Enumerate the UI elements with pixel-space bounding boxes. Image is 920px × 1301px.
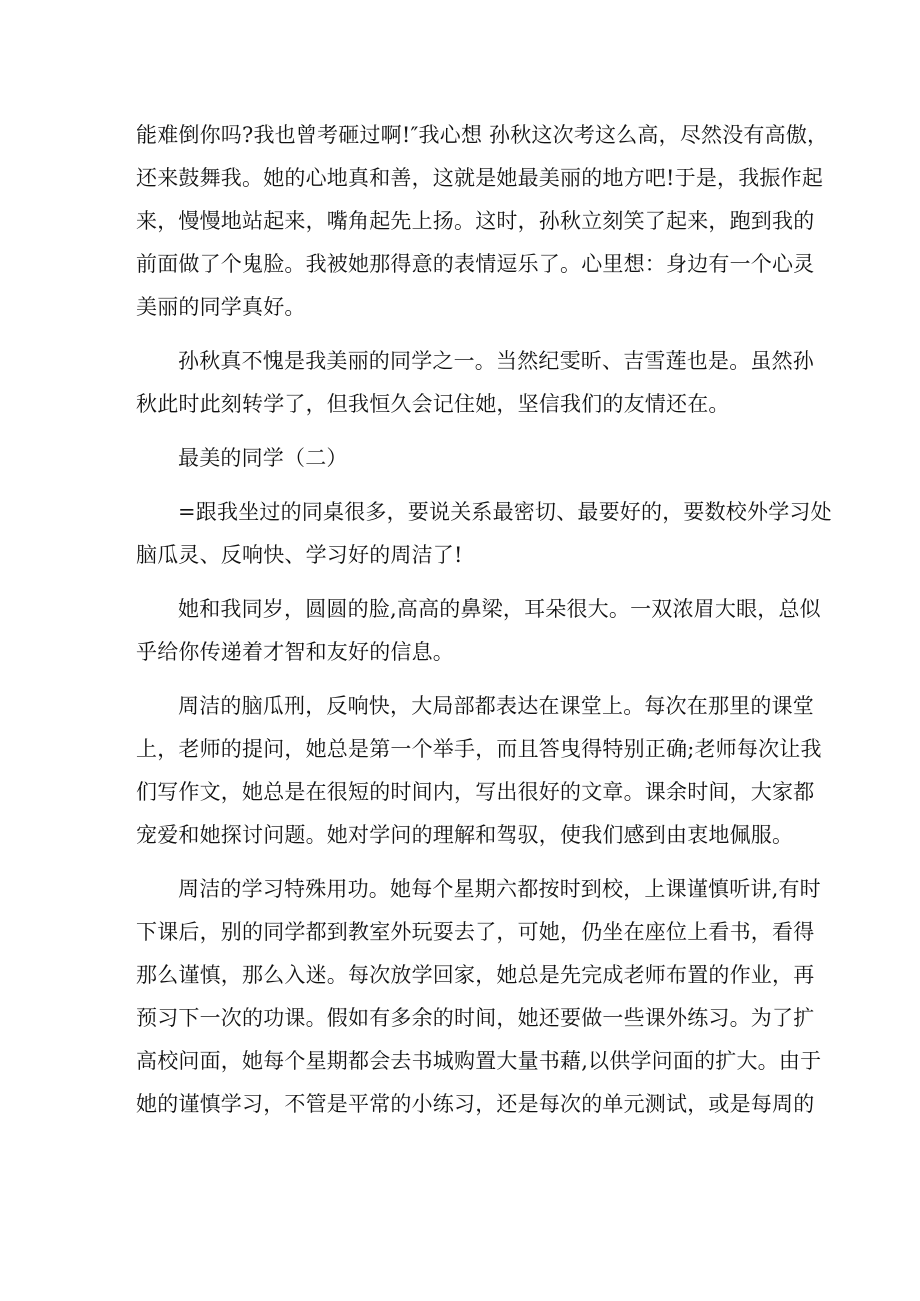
text-line: 上，老师的提问，她总是第一个举手，而且答曳得特别正确;老师每次让我 <box>136 737 822 761</box>
text-line: 预习下一次的功课。假如有多余的时间，她还要做一些课外练习。为了扩 <box>136 1006 815 1030</box>
paragraph <box>136 868 822 1126</box>
text-line: =跟我坐过的同桌很多，要说关系最密切、最要好的，要数校外学习处 <box>178 500 832 524</box>
text-line: 秋此时此刻转学了，但我恒久会记住她，坚信我们的友情还在。 <box>136 392 730 416</box>
text-line: 周洁的学习特殊用功。她每个星期六都按时到校，上课谨慎听讲,有时 <box>178 877 821 901</box>
text-line: 周洁的脑瓜刑，反响快，大局部都表达在课堂上。每次在那里的课堂 <box>178 694 814 718</box>
text-line: 她和我同岁，圆圆的脸,高高的鼻梁，耳朵很大。一双浓眉大眼，总似 <box>178 597 821 621</box>
text-line: 乎给你传递着才智和友好的信息。 <box>136 640 454 664</box>
paragraph <box>136 588 821 674</box>
paragraph <box>136 114 829 329</box>
text-line: 下课后，别的同学都到教室外玩耍去了，可她，仍坐在座位上看书，看得 <box>136 920 815 944</box>
text-line: 能难倒你吗?我也曾考砸过啊!″我心想 孙秋这次考这么高，尽然没有高傲， <box>136 123 829 147</box>
document-body <box>136 114 832 1126</box>
paragraph <box>136 340 814 426</box>
heading-text: 最美的同学（二） <box>178 446 348 470</box>
section-heading <box>136 437 786 480</box>
paragraph <box>136 685 822 857</box>
text-line: 们写作文，她总是在很短的时间内，写出很好的文章。课余时间，大家都 <box>136 780 815 804</box>
text-line: 那么谨慎，那么入迷。每次放学回家，她总是先完成老师布置的作业，再 <box>136 963 815 987</box>
text-line: 她的谨慎学习，不管是平常的小练习，还是每次的单元测试，或是每周的 <box>136 1092 815 1116</box>
text-line: 脑瓜灵、反响快、学习好的周洁了! <box>136 543 463 567</box>
text-line: 宠爱和她探讨问题。她对学问的理解和驾驭，使我们感到由衷地佩服。 <box>136 823 794 847</box>
text-line: 孙秋真不愧是我美丽的同学之一。当然纪雯昕、吉雪莲也是。虽然孙 <box>178 349 814 373</box>
text-line: 前面做了个鬼脸。我被她那得意的表情逗乐了。心里想：身边有一个心灵 <box>136 252 815 276</box>
text-line: 来，慢慢地站起来，嘴角起先上扬。这时，孙秋立刻笑了起来，跑到我的 <box>136 209 815 233</box>
text-line: 美丽的同学真好。 <box>136 295 306 319</box>
paragraph <box>136 491 832 577</box>
text-line: 高校问面，她每个星期都会去书城购置大量书藉,以供学问面的扩大。由于 <box>136 1049 822 1073</box>
text-line: 还来鼓舞我。她的心地真和善，这就是她最美丽的地方吧!于是，我振作起 <box>136 166 824 190</box>
